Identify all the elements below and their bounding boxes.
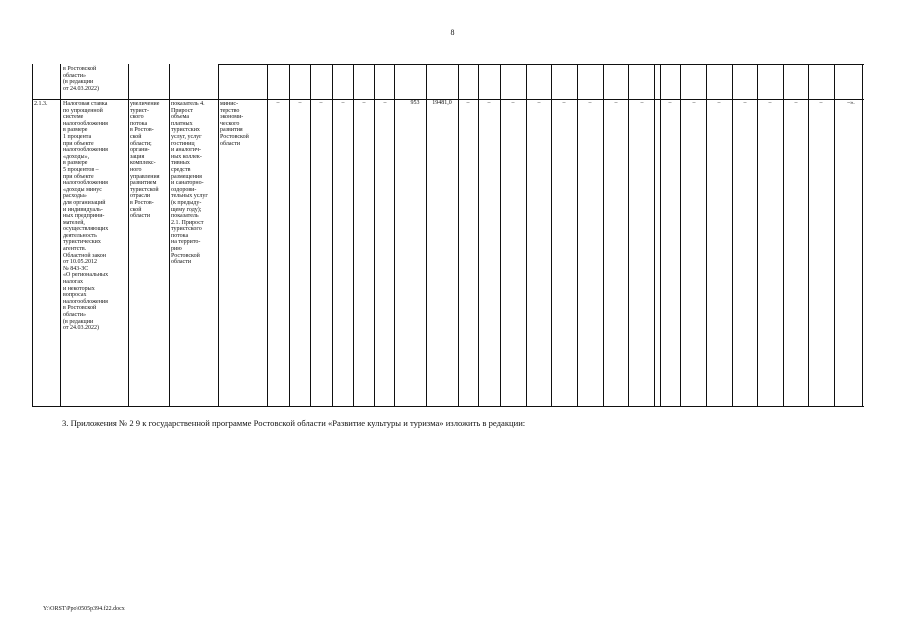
value-dash: – (717, 100, 721, 106)
value-dash: – (537, 100, 541, 106)
col-line (500, 64, 501, 407)
value-dash: – (511, 100, 515, 106)
col-line (551, 64, 552, 407)
col-line (310, 64, 311, 407)
measure-indicator: показатель 4. Прирост объема платных туристских услуг, услуг гостиниц и аналогич- ных коллек- тивных средств размещения и санаторно- оздорови- тельных услуг (к предыду- щему году); показатель 2.1. Прирост туристского потока на террито- рию Ростовской области (171, 101, 208, 266)
col-line (353, 64, 354, 407)
col-line (526, 64, 527, 407)
value-dash: – (487, 100, 491, 106)
col-line (660, 64, 661, 407)
col-line (218, 64, 219, 407)
page-number: 8 (450, 28, 455, 37)
col-line (332, 64, 333, 407)
amendment-paragraph: 3. Приложения № 2 9 к государственной программе Ростовской области «Развитие культуры и туризма» изложить в редакции: (62, 418, 526, 428)
col-line (426, 64, 427, 407)
value-dash: – (466, 100, 470, 106)
col-line (128, 64, 129, 407)
col-line (32, 64, 33, 407)
row-end-mark: –». (847, 100, 855, 106)
value-dash: – (562, 100, 566, 106)
col-line (577, 64, 578, 407)
col-line (603, 64, 604, 407)
value-dash: – (341, 100, 345, 106)
col-line (458, 64, 459, 407)
measure-name: Налоговая ставка по упрощенной системе налогообложения в размере 1 процента при объекте налогообложения «доходы», в размере 5 процентов – при объекте налогообложения «доходы минус расходы» для организаций и индивидуаль- ных предприни- мателей, осуществляющих деятельность туристических агентств. Областной закон от 10.05.2012 № 843-ЗС «О региональных налогах и некоторых вопросах налогообложения в Ростовской области» (в редакции от 24.03.2022) (63, 101, 109, 332)
table-top-line (218, 64, 864, 65)
col-line (834, 64, 835, 407)
benefits-table (32, 64, 864, 407)
col-line (808, 64, 809, 407)
value-dash: – (768, 100, 772, 106)
value-dash: – (794, 100, 798, 106)
value-dash: – (668, 100, 672, 106)
value-dash: – (383, 100, 387, 106)
col-line (732, 64, 733, 407)
col-line (374, 64, 375, 407)
value-dash: – (298, 100, 302, 106)
value-953: 953 (410, 100, 420, 106)
col-line (169, 64, 170, 407)
value-dash: – (640, 100, 644, 106)
col-line (478, 64, 479, 407)
value-dash: – (276, 100, 280, 106)
value-dash: – (743, 100, 747, 106)
value-dash: – (319, 100, 323, 106)
col-line (394, 64, 395, 407)
col-line (680, 64, 681, 407)
col-line (289, 64, 290, 407)
col-line (267, 64, 268, 407)
col-line (654, 64, 655, 407)
col-line (783, 64, 784, 407)
col-line (706, 64, 707, 407)
value-dash: – (362, 100, 366, 106)
measure-goal: увеличение турист- ского потока в Ростов- ской области; органи- зация комплекс- ного управления развитием туристской отрасли в Ростов- ской области (130, 101, 160, 220)
col-line (757, 64, 758, 407)
measure-curator: минис- терство экономи- ческого развития Ростовской области (220, 101, 249, 147)
row-number: 2.1.3. (34, 101, 48, 107)
value-dash: – (692, 100, 696, 106)
col-line (628, 64, 629, 407)
value-dash: – (819, 100, 823, 106)
value-dash: – (614, 100, 618, 106)
value-main: 19481,0 (432, 100, 452, 106)
value-dash: – (588, 100, 592, 106)
table-bottom-line (32, 406, 864, 407)
col-line (60, 64, 61, 407)
file-path-footer: Y:\ORST\Ppo\0505p394.f22.docx (43, 606, 125, 612)
col-line (862, 64, 863, 407)
continued-cell-text: в Ростовской области» (в редакции от 24.03.2022) (63, 66, 100, 92)
